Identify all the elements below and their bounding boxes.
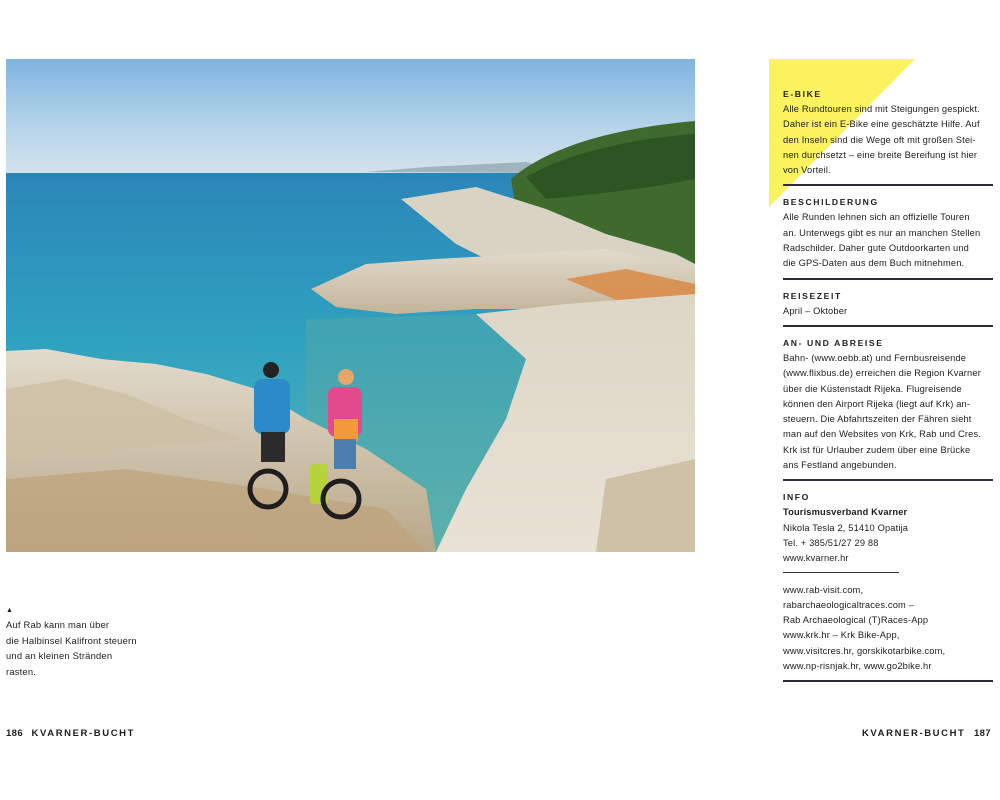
coastal-cycling-photo — [6, 59, 695, 552]
info-address: Nikola Tesla 2, 51410 Opatija — [783, 522, 909, 533]
running-title-right: KVARNER-BUCHT — [861, 728, 966, 739]
folio-right — [862, 728, 991, 739]
ebike-heading: E-BIKE — [783, 89, 822, 99]
folio-left — [6, 728, 135, 739]
info-links[interactable]: www.rab-visit.com, rabarchaeologicaltraces.com – Rab Archaeological (T)Races-App www.krk.hr – Krk Bike-App, www.visitcres.hr, gorskikotarbike.com, www.np-risnjak.hr, www.go2bike.hr — [783, 584, 946, 672]
ebike-text: Alle Rundtouren sind mit Steigungen gespickt. Daher ist ein E-Bike eine geschätzte Hilfe. Auf den Inseln sind die Wege oft mit großen Stei- nen durchsetzt – eine breite Bereifung ist hier von Vorteil. — [783, 104, 980, 176]
page-number-right: 187 — [973, 728, 991, 739]
ebike-section — [783, 58, 993, 186]
travel-section — [783, 327, 993, 481]
season-heading: REISEZEIT — [783, 290, 842, 301]
signage-section — [783, 186, 993, 279]
info-heading: INFO — [783, 492, 810, 503]
info-sidebar — [783, 58, 993, 682]
signage-heading: BESCHILDERUNG — [783, 197, 879, 208]
caption-text: Auf Rab kann man über die Halbinsel Kalifront steuern und an kleinen Stränden rasten. — [6, 619, 137, 677]
info-section — [783, 481, 993, 682]
info-organization: Tourismusverband Kvarner — [783, 507, 908, 518]
signage-text: Alle Runden lehnen sich an offizielle Touren an. Unterwegs gibt es nur an manchen Stellen Radschilder. Daher gute Outdoorkarten und die GPS-Daten aus dem Buch mitnehmen. — [783, 212, 981, 269]
info-divider — [783, 572, 899, 573]
photo-caption — [6, 605, 166, 679]
info-website-link[interactable]: www.kvarner.hr — [783, 553, 849, 564]
running-title-left: KVARNER-BUCHT — [31, 728, 136, 739]
page-number-left: 186 — [6, 728, 24, 739]
season-section — [783, 280, 993, 327]
travel-text: Bahn- (www.oebb.at) und Fernbusreisende (www.flixbus.de) erreichen die Region Kvarner über die Küstenstadt Rijeka. Flugreisende können den Airport Rijeka (liegt auf Krk) an- steuern. Die Abfahrtszeiten der Fähren sieht man auf den Websites von Krk, Rab und Cres. Krk ist für Urlauber zudem über eine Brücke ans Festland angebunden. — [783, 352, 981, 471]
travel-heading: AN- UND ABREISE — [783, 337, 884, 348]
season-text: April – Oktober — [783, 305, 848, 316]
caption-marker-icon: ▲ — [6, 607, 14, 614]
info-phone: Tel. + 385/51/27 29 88 — [783, 537, 879, 548]
